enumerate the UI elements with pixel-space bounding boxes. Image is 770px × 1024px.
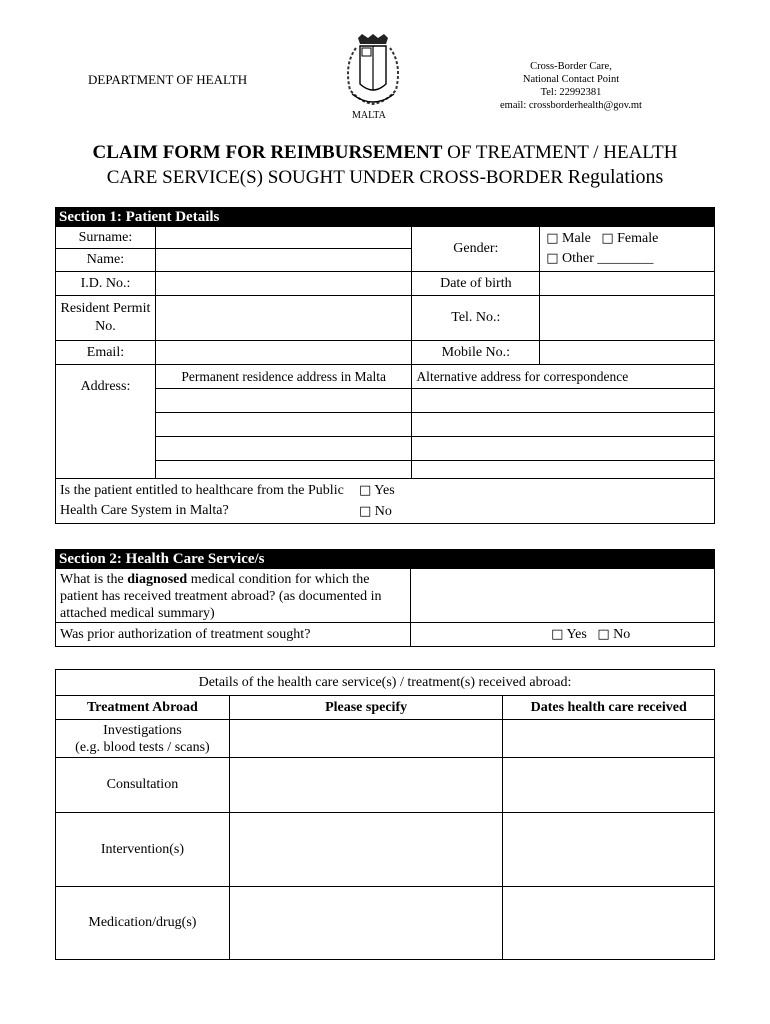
row-consultation-label: Consultation xyxy=(56,758,230,813)
name-label: Name: xyxy=(56,249,156,272)
gender-options xyxy=(540,227,715,272)
medication-specify-field[interactable] xyxy=(229,887,502,960)
prior-auth-yes-label: Yes xyxy=(566,626,587,642)
permanent-address-line[interactable] xyxy=(155,413,412,437)
permanent-address-header: Permanent residence address in Malta xyxy=(155,365,412,389)
investigations-dates-field[interactable] xyxy=(503,720,715,758)
intervention-dates-field[interactable] xyxy=(503,813,715,887)
tel-field[interactable] xyxy=(540,296,715,341)
title-rest: OF TREATMENT / HEALTH xyxy=(442,142,678,163)
col-treatment-abroad: Treatment Abroad xyxy=(56,696,230,720)
dob-field[interactable] xyxy=(540,272,715,296)
alt-address-header: Alternative address for correspondence xyxy=(412,365,715,389)
male-label: Male xyxy=(562,231,591,246)
diag-q-post: medical condition for which the patient has received treatment abroad? (as documented in attached medical summary) xyxy=(60,572,382,621)
permanent-address-line[interactable] xyxy=(155,389,412,413)
form-title xyxy=(40,140,730,190)
email-field[interactable] xyxy=(155,341,412,365)
male-checkbox[interactable]: □ xyxy=(546,231,559,246)
row-medication-label: Medication/drug(s) xyxy=(56,887,230,960)
intervention-specify-field[interactable] xyxy=(229,813,502,887)
resident-permit-field[interactable] xyxy=(155,296,412,341)
email-label: Email: xyxy=(56,341,156,365)
gender-label: Gender: xyxy=(412,227,540,272)
department-name: DEPARTMENT OF HEALTH xyxy=(88,72,248,87)
prior-auth-no-checkbox[interactable]: □ xyxy=(597,626,610,642)
diag-q-bold: diagnosed xyxy=(127,572,188,587)
entitled-no-label: No xyxy=(374,504,392,519)
title-regulations: Regulations xyxy=(567,166,664,188)
entitled-yes-label: Yes xyxy=(374,483,395,498)
diagnosis-question xyxy=(56,569,411,623)
entitlement-options xyxy=(349,480,395,522)
mobile-field[interactable] xyxy=(540,341,715,365)
alt-address-line[interactable] xyxy=(412,413,715,437)
consultation-dates-field[interactable] xyxy=(503,758,715,813)
permanent-address-line[interactable] xyxy=(155,437,412,461)
female-label: Female xyxy=(617,231,659,246)
consultation-specify-field[interactable] xyxy=(229,758,502,813)
row-investigations-label: Investigations (e.g. blood tests / scans) xyxy=(56,720,230,758)
contact-line: National Contact Point xyxy=(522,74,620,85)
col-dates-received: Dates health care received xyxy=(503,696,715,720)
dob-label: Date of birth xyxy=(412,272,540,296)
title-bold: CLAIM FORM FOR REIMBURSEMENT xyxy=(92,142,443,163)
id-no-label: I.D. No.: xyxy=(56,272,156,296)
contact-email: email: crossborderhealth@gov.mt xyxy=(500,100,642,111)
female-checkbox[interactable]: □ xyxy=(601,231,614,246)
section1-patient-details xyxy=(55,207,715,524)
alt-address-line[interactable] xyxy=(412,437,715,461)
col-please-specify: Please specify xyxy=(229,696,502,720)
alt-address-line[interactable] xyxy=(412,461,715,479)
alt-address-line[interactable] xyxy=(412,389,715,413)
contact-line: Tel: 22992381 xyxy=(540,87,602,98)
prior-auth-yes-checkbox[interactable]: □ xyxy=(551,626,564,642)
diag-q-pre: What is the xyxy=(60,572,128,587)
name-field[interactable] xyxy=(155,249,412,272)
crest-caption: MALTA xyxy=(352,110,386,121)
contact-block xyxy=(480,60,662,112)
section2-health-care-services xyxy=(55,549,715,647)
resident-permit-label: Resident Permit No. xyxy=(56,296,156,341)
diagnosis-field[interactable] xyxy=(411,569,715,623)
tel-label: Tel. No.: xyxy=(412,296,540,341)
surname-field[interactable] xyxy=(155,227,412,249)
permanent-address-line[interactable] xyxy=(155,461,412,479)
other-label: Other ________ xyxy=(562,251,654,266)
entitled-no-checkbox[interactable]: □ xyxy=(359,504,372,519)
prior-auth-options xyxy=(411,623,715,647)
surname-label: Surname: xyxy=(56,227,156,249)
treatment-details-table xyxy=(55,669,715,960)
section2-heading: Section 2: Health Care Service/s xyxy=(56,550,715,569)
entitled-yes-checkbox[interactable]: □ xyxy=(359,483,372,498)
malta-coat-of-arms-icon xyxy=(340,34,406,108)
medication-dates-field[interactable] xyxy=(503,887,715,960)
investigations-specify-field[interactable] xyxy=(229,720,502,758)
entitlement-row xyxy=(56,479,715,524)
treatment-table-caption: Details of the health care service(s) / treatment(s) received abroad: xyxy=(56,670,715,696)
contact-line: Cross-Border Care, xyxy=(530,61,612,72)
entitlement-question: Is the patient entitled to healthcare from the Public Health Care System in Malta? xyxy=(60,483,344,518)
prior-auth-no-label: No xyxy=(613,626,631,642)
id-no-field[interactable] xyxy=(155,272,412,296)
mobile-label: Mobile No.: xyxy=(412,341,540,365)
section1-heading: Section 1: Patient Details xyxy=(56,208,715,227)
title-line2: CARE SERVICE(S) SOUGHT UNDER CROSS-BORDER xyxy=(106,167,568,188)
address-label: Address: xyxy=(56,365,156,479)
prior-auth-question: Was prior authorization of treatment sought? xyxy=(56,623,411,647)
other-checkbox[interactable]: □ xyxy=(546,251,559,266)
row-intervention-label: Intervention(s) xyxy=(56,813,230,887)
